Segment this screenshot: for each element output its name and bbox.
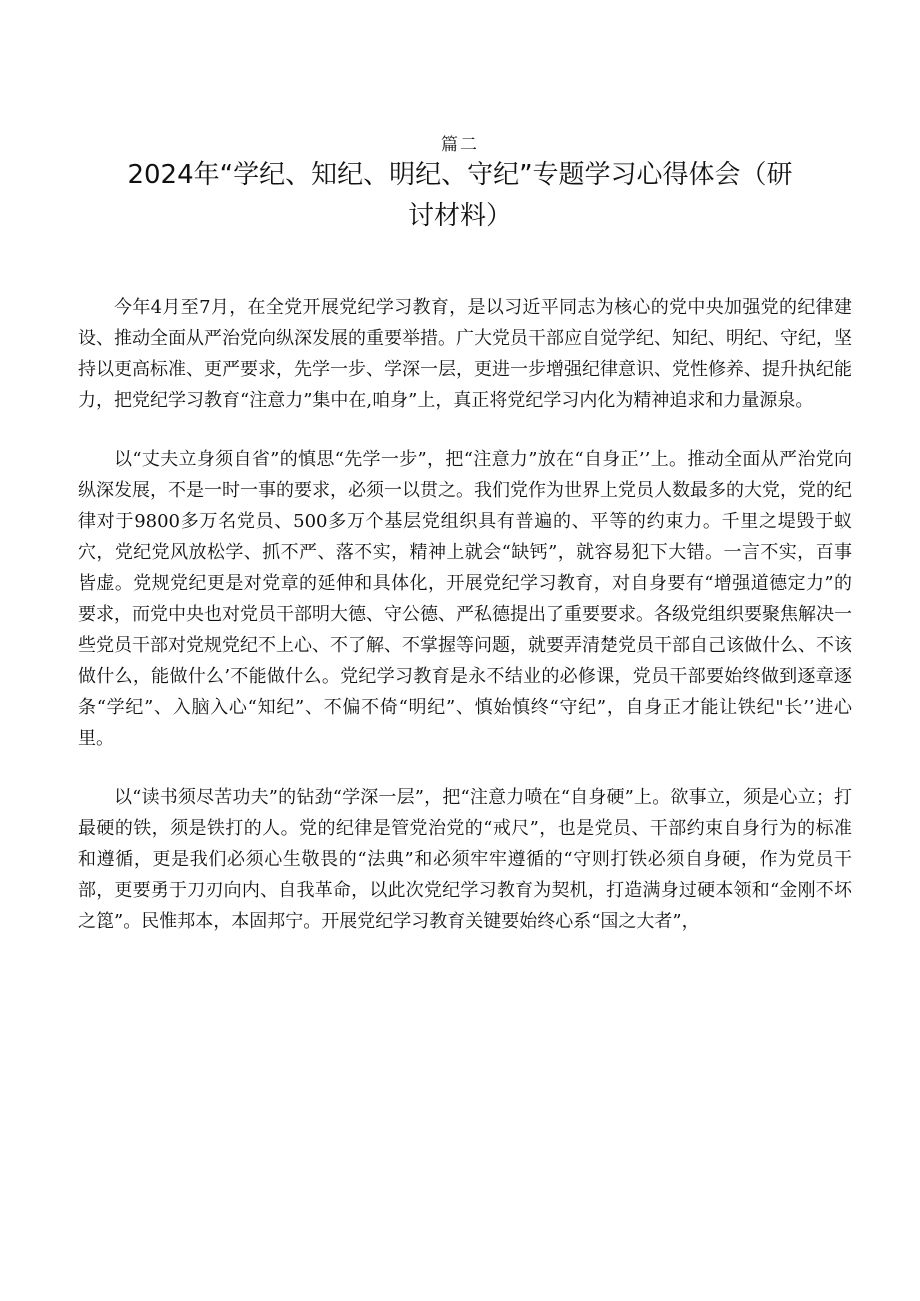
document-body xyxy=(78,292,852,965)
paragraph-self-integrity: 以“丈夫立身须自省”的慎思“先学一步”，把“注意力”放在“自身正’’上。推动全面从严治党向纵深发展，不是一时一事的要求，必须一以贯之。我们党作为世界上党员人数最多的大党，党的纪律对于9800多万名党员、500多万个基层党组织具有普遍的、平等的约束力。千里之堤毁于蚁穴，党纪党风放松学、抓不严、落不实，精神上就会“缺钙”，就容易犯下大错。一言不实，百事皆虚。党规党纪更是对党章的延伸和具体化，开展党纪学习教育，对自身要有“增强道德定力”的要求，而党中央也对党员干部明大德、守公德、严私德提出了重要要求。各级党组织要聚焦解决一些党员干部对党规党纪不上心、不了解、不掌握等问题，就要弄清楚党员干部自己该做什么、不该做什么，能做什么’不能做什么。党纪学习教育是永不结业的必修课，党员干部要始终做到逐章逐条“学纪”、入脑入心“知纪”、不偏不倚“明纪”、慎始慎终“守纪”，自身正才能让铁纪"长’’进心里。 xyxy=(78,449,852,749)
document-title: 2024年“学纪、知纪、明纪、守纪”专题学习心得体会（研讨材料） xyxy=(127,160,793,231)
paragraph-intro: 今年4月至7月，在全党开展党纪学习教育，是以习近平同志为核心的党中央加强党的纪律建设、推动全面从严治党向纵深发展的重要举措。广大党员干部应自觉学纪、知纪、明纪、守纪，坚持以更高标准、更严要求，先学一步、学深一层，更进一步增强纪律意识、党性修养、提升执纪能力，把党纪学习教育“注意力”集中在,咱身”上，真正将党纪学习内化为精神追求和力量源泉。 xyxy=(78,297,852,411)
section-label: 篇二 xyxy=(441,135,479,155)
paragraph-self-strength: 以“读书须尽苦功夫”的钻劲“学深一层”，把“注意力喷在“自身硬”上。欲事立，须是心立；打最硬的铁，须是铁打的人。党的纪律是管党治党的“戒尺”，也是党员、干部约束自身行为的标准和遵循，更是我们必须心生敬畏的“法典”和必须牢牢遵循的“守则打铁必须自身硬，作为党员干部，更要勇于刀刃向内、自我革命，以此次党纪学习教育为契机，打造满身过硬本领和“金刚不坏之箆”。民惟邦本，本固邦宁。开展党纪学习教育关键要始终心系“国之大者”， xyxy=(78,787,852,932)
